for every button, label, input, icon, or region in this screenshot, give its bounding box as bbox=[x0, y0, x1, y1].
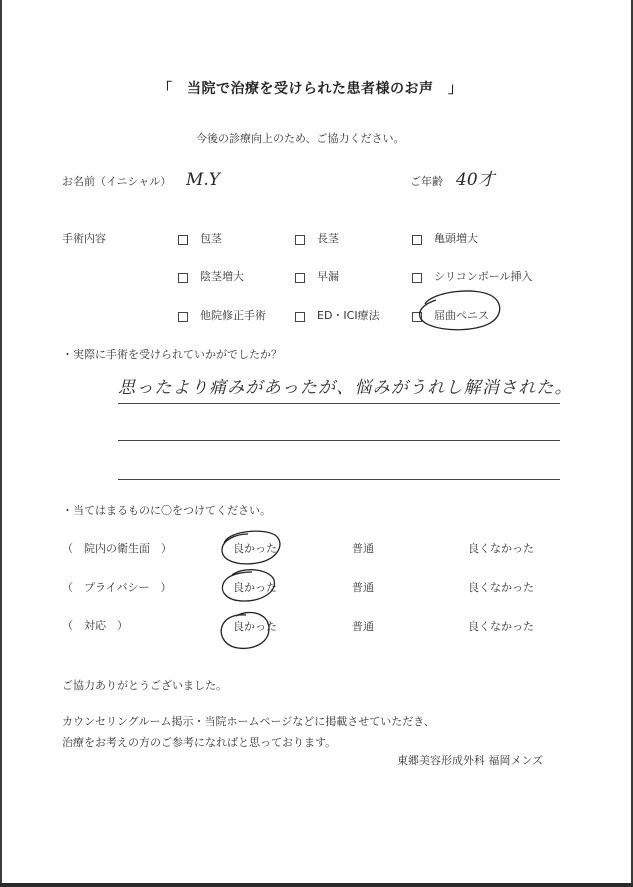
rating-hygiene-good[interactable]: 良かった bbox=[233, 542, 277, 555]
option-souro: 早漏 bbox=[317, 270, 339, 283]
option-ed-ici: ED・ICI療法 bbox=[317, 309, 380, 322]
rating-privacy-good[interactable]: 良かった bbox=[233, 581, 277, 594]
option-houkei: 包茎 bbox=[200, 232, 222, 245]
notice-line-1: カウンセリングルーム掲示・当院ホームページなどに掲載させていただき、 bbox=[62, 715, 435, 728]
rating-instruction: ・当てはまるものに〇をつけてください。 bbox=[62, 504, 271, 517]
rating-hygiene-normal[interactable]: 普通 bbox=[352, 542, 374, 555]
rating-privacy-normal[interactable]: 普通 bbox=[352, 581, 374, 594]
rating-service-bad[interactable]: 良くなかった bbox=[468, 620, 534, 633]
selected-circle-kukkyoku bbox=[420, 291, 500, 330]
circle-hygiene-good bbox=[222, 531, 280, 564]
question-label: ・実際に手術を受けられていかがでしたか？ bbox=[62, 348, 282, 361]
option-inkei-zoudai: 陰茎増大 bbox=[200, 270, 244, 283]
age-value: 40才 bbox=[456, 170, 495, 190]
circle-privacy-good bbox=[222, 570, 274, 601]
thanks-text: ご協力ありがとうございました。 bbox=[62, 679, 227, 692]
rating-category-privacy: （ プライバシー ） bbox=[62, 581, 172, 594]
name-label: お名前（イニシャル） bbox=[62, 175, 172, 188]
option-choukei: 長茎 bbox=[317, 232, 339, 245]
rating-privacy-bad[interactable]: 良くなかった bbox=[468, 581, 534, 594]
subtitle: 今後の診療向上のため、ご協力ください。 bbox=[196, 132, 405, 145]
surgery-label: 手術内容 bbox=[62, 232, 106, 245]
rating-service-good[interactable]: 良かった bbox=[233, 620, 277, 633]
rating-service-normal[interactable]: 普通 bbox=[352, 620, 374, 633]
clinic-name: 東郷美容形成外科 福岡メンズ bbox=[397, 754, 544, 767]
circle-service-good bbox=[221, 612, 269, 648]
option-other-clinic-revision: 他院修正手術 bbox=[200, 309, 266, 322]
rating-category-hygiene: （ 院内の衛生面 ） bbox=[62, 542, 172, 555]
rating-category-service: （ 対応 ） bbox=[62, 619, 128, 632]
name-value: M.Y bbox=[186, 170, 221, 190]
option-kukkyoku-penis: 屈曲ペニス bbox=[434, 309, 489, 322]
rating-hygiene-bad[interactable]: 良くなかった bbox=[468, 542, 534, 555]
page-title: 「 当院で治療を受けられた患者様のお声 」 bbox=[158, 81, 463, 97]
handwritten-answer: 思ったより痛みがあったが、悩みがうれし解消された。 bbox=[118, 378, 573, 398]
option-kitou-zoudai: 亀頭増大 bbox=[434, 232, 478, 245]
notice-line-2: 治療をお考えの方のご参考になればと思っております。 bbox=[62, 736, 337, 749]
age-label: ご年齢 bbox=[410, 175, 443, 188]
option-silicone-ball: シリコンボール挿入 bbox=[434, 270, 533, 283]
